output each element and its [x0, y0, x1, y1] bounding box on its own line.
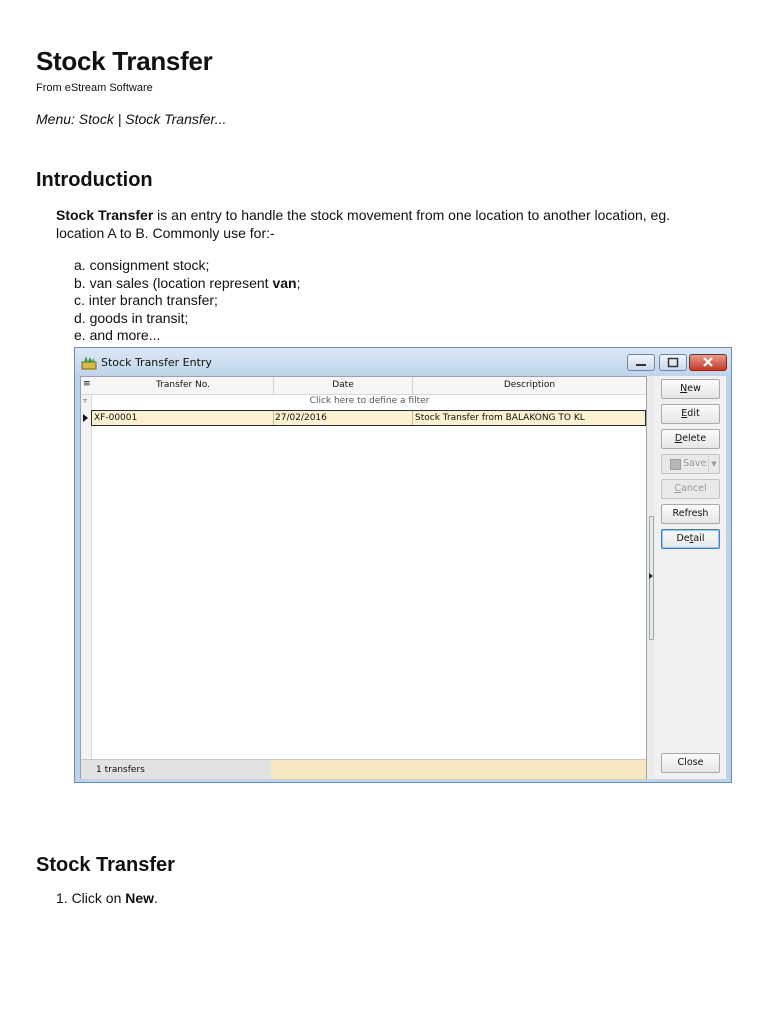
step-1 — [56, 890, 158, 906]
save-button-label: Save — [683, 458, 707, 469]
grid-header — [81, 377, 646, 395]
edit-button-label: dit — [687, 408, 700, 419]
list-item-text: b. van sales (location represent — [74, 274, 273, 291]
detail-button-mnemonic: t — [689, 533, 694, 544]
column-header-description[interactable]: Description — [503, 380, 556, 390]
detail-button[interactable] — [661, 529, 720, 549]
minimize-button[interactable] — [627, 354, 655, 371]
cell-transfer-no: XF-00001 — [94, 413, 138, 423]
cancel-button[interactable] — [661, 479, 720, 499]
cell-separator — [412, 411, 413, 425]
edit-button[interactable] — [661, 404, 720, 424]
window-title: Stock Transfer Entry — [101, 356, 212, 369]
save-icon — [670, 459, 681, 470]
collapse-arrow-icon[interactable] — [649, 573, 653, 579]
section-heading: Stock Transfer — [36, 854, 175, 876]
column-header-date[interactable]: Date — [332, 380, 354, 390]
step-text: 1. Click on — [56, 890, 126, 906]
close-button[interactable] — [661, 753, 720, 773]
list-item-text: ; — [296, 274, 301, 291]
detail-button-label: De — [676, 533, 690, 544]
menu-path: Menu: Stock | Stock Transfer... — [36, 111, 227, 127]
new-button-mnemonic: N — [680, 383, 688, 394]
column-header-transfer-no[interactable]: Transfer No. — [156, 380, 210, 390]
refresh-button[interactable] — [661, 504, 720, 524]
delete-button-label: elete — [682, 433, 707, 444]
intro-bold-term: Stock Transfer — [56, 207, 154, 223]
page-title: Stock Transfer — [36, 46, 213, 76]
close-icon — [701, 355, 715, 370]
uses-list — [74, 257, 300, 345]
cell-description: Stock Transfer from BALAKONG TO KL — [415, 413, 585, 423]
list-item: a. consignment stock; — [74, 257, 210, 273]
table-row[interactable] — [91, 410, 646, 426]
cancel-button-label: ancel — [681, 483, 707, 494]
intro-heading: Introduction — [36, 169, 153, 191]
step-bold: New — [125, 890, 155, 906]
detail-button-label-end: ail — [693, 533, 705, 544]
minimize-icon — [635, 355, 647, 370]
list-item: d. goods in transit; — [74, 309, 189, 326]
transfer-grid[interactable] — [80, 376, 647, 779]
filter-hint: Click here to define a filter — [309, 396, 430, 406]
new-button-label: ew — [687, 383, 701, 394]
window-titlebar[interactable] — [75, 348, 731, 376]
step-text-end: . — [154, 890, 158, 906]
app-icon — [81, 354, 97, 370]
list-item: e. and more... — [74, 327, 161, 343]
save-dropdown-icon[interactable]: ▼ — [708, 455, 719, 473]
new-button[interactable] — [661, 379, 720, 399]
record-count-text: 1 transfers — [96, 765, 145, 775]
filter-row[interactable] — [81, 394, 646, 408]
save-button[interactable] — [661, 454, 720, 474]
refresh-button-label: Refresh — [672, 508, 709, 519]
intro-text: is an entry to handle the stock movement from one location to another location, eg. location A to B. Commonly use for:- — [56, 207, 671, 241]
row-indicator-column — [81, 377, 92, 778]
delete-button[interactable] — [661, 429, 720, 449]
window-client-area — [80, 376, 726, 779]
cell-separator — [273, 411, 274, 425]
list-item: c. inter branch transfer; — [74, 292, 218, 308]
close-window-button[interactable] — [689, 354, 727, 371]
grid-footer — [81, 759, 646, 779]
stock-transfer-window — [74, 347, 732, 783]
cell-date: 27/02/2016 — [275, 413, 327, 423]
close-button-label: Close — [677, 757, 704, 768]
edit-button-mnemonic: E — [681, 408, 688, 419]
column-chooser-icon[interactable]: ≡ — [83, 379, 91, 389]
filter-icon: ▿ — [83, 396, 88, 405]
maximize-button[interactable] — [659, 354, 687, 371]
action-panel — [656, 376, 726, 779]
cancel-button-mnemonic: C — [674, 483, 682, 494]
source-caption: From eStream Software — [36, 82, 153, 94]
intro-paragraph — [56, 206, 716, 242]
list-item — [74, 275, 300, 293]
record-count — [81, 760, 271, 779]
maximize-icon — [667, 355, 679, 370]
delete-button-mnemonic: D — [674, 433, 683, 444]
current-row-arrow-icon — [83, 414, 88, 422]
panel-splitter[interactable] — [647, 376, 655, 779]
list-item-bold: van — [272, 274, 297, 291]
